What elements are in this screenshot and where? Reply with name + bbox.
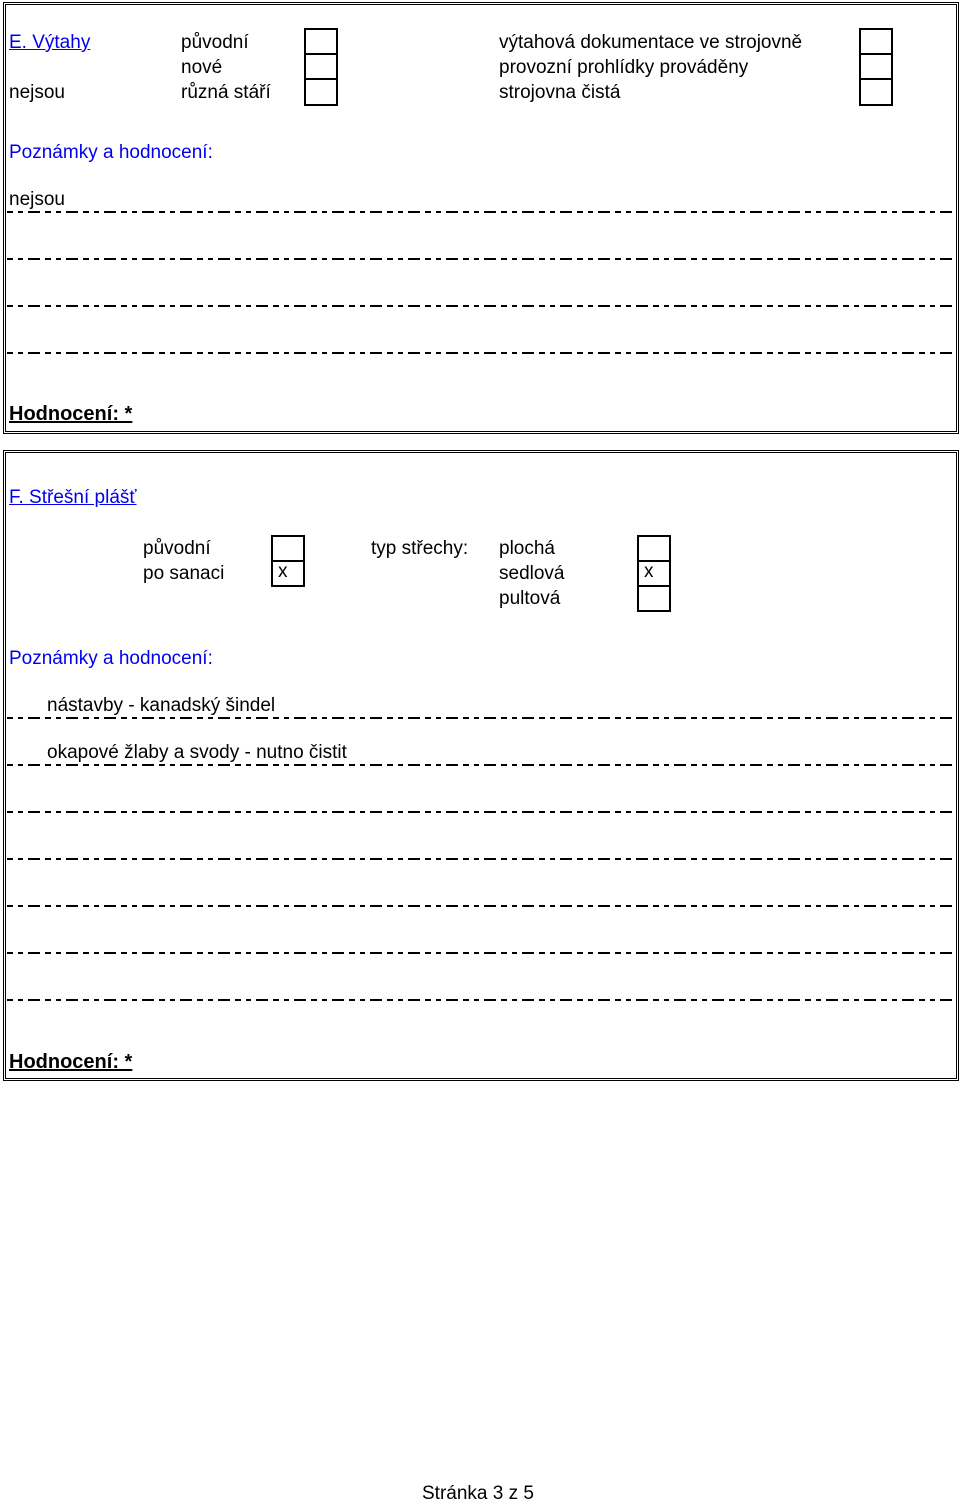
section-e-option: strojovna čistá <box>499 82 621 103</box>
note-text: nejsou <box>9 189 65 210</box>
note-line[interactable] <box>7 305 953 307</box>
note-line[interactable] <box>7 952 953 954</box>
note-text: okapové žlaby a svody - nutno čistit <box>47 742 347 763</box>
checkbox[interactable] <box>306 55 336 80</box>
section-e-title[interactable]: E. Výtahy <box>9 32 91 53</box>
checkbox[interactable] <box>273 562 303 587</box>
section-e-option: nové <box>181 57 223 78</box>
note-line[interactable] <box>7 258 953 260</box>
section-f-title[interactable]: F. Střešní plášť <box>9 487 137 508</box>
note-line[interactable] <box>7 858 953 860</box>
roof-type-label: typ střechy: <box>371 538 469 559</box>
section-f-evaluation[interactable]: Hodnocení: * <box>9 1051 133 1073</box>
checkbox[interactable] <box>306 80 336 105</box>
section-e-row-label: nejsou <box>9 82 65 103</box>
section-f-roof-option: sedlová <box>499 563 565 584</box>
section-e-option: provozní prohlídky prováděny <box>499 57 749 78</box>
section-f-option: po sanaci <box>143 563 225 584</box>
note-text: nástavby - kanadský šindel <box>47 695 276 716</box>
note-line[interactable] <box>7 352 953 354</box>
checkbox[interactable] <box>861 55 891 80</box>
section-e-notes-label: Poznámky a hodnocení: <box>9 142 213 163</box>
section-e-box <box>3 2 959 434</box>
note-line[interactable] <box>7 999 953 1001</box>
note-line[interactable] <box>7 764 953 766</box>
checkbox[interactable] <box>639 562 669 587</box>
checkbox-mark: x <box>278 561 288 582</box>
section-f-option: původní <box>143 538 211 559</box>
note-line[interactable] <box>7 811 953 813</box>
checkbox[interactable] <box>639 587 669 612</box>
checkbox[interactable] <box>861 80 891 105</box>
section-e-option: různá stáří <box>181 82 271 103</box>
note-line[interactable] <box>7 905 953 907</box>
section-e-option: výtahová dokumentace ve strojovně <box>499 32 803 53</box>
section-f-left-checkboxes[interactable] <box>271 535 305 587</box>
checkbox[interactable] <box>861 30 891 55</box>
section-e-right-checkboxes[interactable] <box>859 28 893 106</box>
section-f-roof-checkboxes[interactable] <box>637 535 671 612</box>
checkbox[interactable] <box>639 537 669 562</box>
section-f-roof-option: plochá <box>499 538 555 559</box>
section-f-roof-option: pultová <box>499 588 561 609</box>
section-e-left-checkboxes[interactable] <box>304 28 338 106</box>
section-e-option: původní <box>181 32 249 53</box>
checkbox-mark: x <box>644 561 654 582</box>
page-number: Stránka 3 z 5 <box>422 1483 534 1504</box>
checkbox[interactable] <box>273 537 303 562</box>
section-f-notes-label: Poznámky a hodnocení: <box>9 648 213 669</box>
note-line[interactable] <box>7 717 953 719</box>
section-e-evaluation[interactable]: Hodnocení: * <box>9 403 133 425</box>
note-line[interactable] <box>7 211 953 213</box>
checkbox[interactable] <box>306 30 336 55</box>
